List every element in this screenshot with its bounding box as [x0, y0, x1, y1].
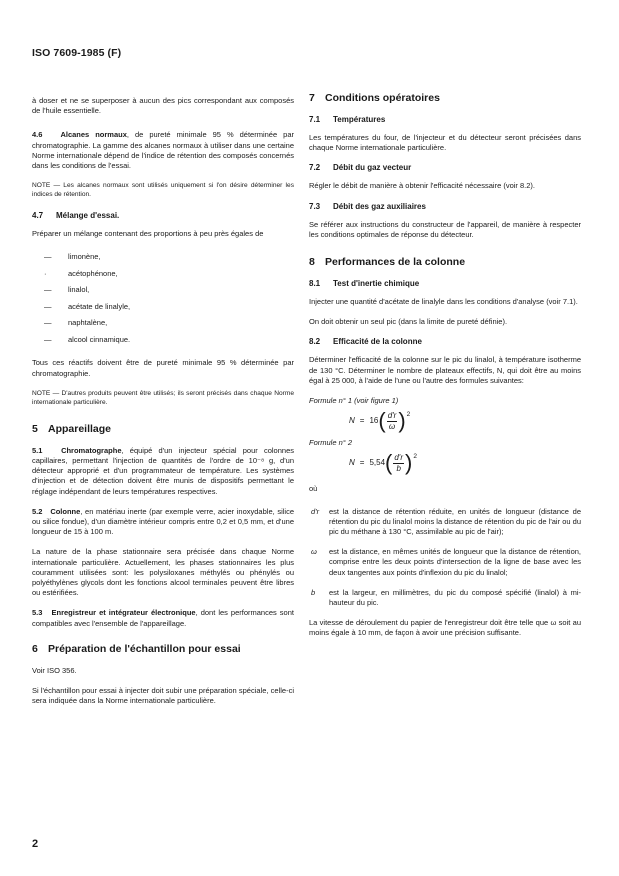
- section-5-2-stationary-phase: La nature de la phase stationnaire sera précisée dans chaque Norme internationale particulière. Actuellement, les phases stationnaires les plus couramment utilisées sont: les polysiloxanes méthylés ou phénylés ou polyéthylènes glycols dont les fonctions alcool terminales peuvent être libres ou estérifiées.: [32, 547, 294, 598]
- section-4-6-text: , de pureté minimale 95 % déterminée par chromatographie. La gamme des alcanes normaux à utiliser dans une certaine Norme internationale dépend de l'indice de rétention des composés concernés dans les conditions de l'essai.: [32, 130, 294, 171]
- document-header: ISO 7609-1985 (F): [32, 47, 122, 59]
- section-8-1-heading: 8.1 Test d'inertie chimique: [309, 279, 420, 289]
- list-item: — linalol,: [44, 285, 90, 295]
- section-8-2-text: Déterminer l'efficacité de la colonne sur le pic du linalol, à température isotherme de 130 °C. Déterminer le nombre de plateaux effectifs, N, qui doit être au moins égal à 25 000, à l'aide de l'une ou l'autre des formules suivantes:: [309, 355, 581, 385]
- section-6-number: 6: [32, 642, 38, 655]
- section-4-6: [32, 130, 294, 171]
- section-7-1-text: Les températures du four, de l'injecteur et du détecteur seront précisées dans chaque Norme internationale particulière.: [309, 133, 581, 153]
- section-8-heading: [309, 256, 581, 269]
- section-7-3-text: Se référer aux instructions du constructeur de l'appareil, de manière à respecter les conditions optimales de réponse du détecteur.: [309, 219, 581, 239]
- section-8-1-title: Test d'inertie chimique: [333, 279, 420, 289]
- section-7-2-text: Régler le débit de manière à obtenir l'efficacité nécessaire (voir 8.2).: [309, 181, 535, 191]
- section-8-title: Performances de la colonne: [325, 256, 466, 269]
- section-6-text2: Si l'échantillon pour essai à injecter doit subir une préparation spéciale, celle-ci sera indiquée dans la Norme internationale particulière.: [32, 686, 294, 706]
- section-5-2: 5.2 Colonne, en matériau inerte (par exemple verre, acier inoxydable, silice ou silice fondue), d'un diamètre intérieur compris entre 0,2 et 0,5 mm, et d'une longueur de 15 à 100 m.: [32, 506, 294, 537]
- section-7-heading: [309, 92, 581, 105]
- section-7-1-heading: 7.1 Températures: [309, 115, 386, 124]
- section-5-3: 5.3 Enregistreur et intégrateur électronique, dont les performances sont compatibles avec l'ensemble de l'appareillage.: [32, 608, 294, 628]
- section-5-1-title: Chromatographe: [61, 445, 122, 455]
- page-number: 2: [32, 838, 39, 850]
- where-label: où: [309, 484, 318, 494]
- section-8-1-text2: On doit obtenir un seul pic (dans la limite de pureté définie).: [309, 317, 508, 327]
- list-item: — alcool cinnamique.: [44, 334, 131, 344]
- section-8-2-title: Efficacité de la colonne: [333, 337, 422, 347]
- definition-omega: ω est la distance, en mêmes unités de longueur que la distance de rétention, comprise entre les deux points d'intersection de la ligne de base avec les deux tangentes aux points d'inflexion du pic du linalol;: [311, 547, 581, 577]
- formula-2-label: Formule n° 2: [309, 438, 353, 448]
- list-item: — naphtalène,: [44, 318, 108, 328]
- section-8-1-text: Injecter une quantité d'acétate de linalyle dans les conditions d'analyse (voir 7.1).: [309, 297, 578, 307]
- section-7-1-title: Températures: [333, 115, 386, 124]
- section-4-7-number: 4.7: [32, 211, 44, 221]
- section-4-7-title: Mélange d'essai.: [56, 211, 120, 221]
- left-column: [32, 96, 294, 716]
- section-7-3-title: Débit des gaz auxiliaires: [333, 201, 426, 211]
- definition-dr: d'r est la distance de rétention réduite, en unités de longueur (distance de rétention du pic du linalol moins la distance de rétention du pic de l'air ou du pic du méthane à 130 °C, assimilable au pic de l'air);: [311, 506, 581, 537]
- section-7-2-title: Débit du gaz vecteur: [333, 163, 412, 173]
- section-5-1: 5.1 Chromatographe, équipé d'un injecteur spécial pour colonnes capillaires, permettant l'injection de quantités de l'ordre de 10⁻⁸ g, d'un détecteur approprié et d'un programmateur de température. Les systèmes d'injection et de détection doivent être munis de dispositifs permettant le réglage indépendant de leurs températures respectives.: [32, 445, 294, 496]
- note-4-6: NOTE — Les alcanes normaux sont utilisés uniquement si l'on désire déterminer les indices de rétention.: [32, 182, 294, 199]
- section-5-3-title: Enregistreur et intégrateur électronique: [51, 608, 196, 618]
- section-7-title: Conditions opératoires: [325, 92, 440, 104]
- section-5-heading: [32, 423, 294, 436]
- formula-1: N = 16 ( $\frac{d'r}{\omega}$ ) 2: [349, 408, 411, 434]
- section-6-title: Préparation de l'échantillon pour essai: [48, 642, 241, 655]
- section-5-number: 5: [32, 422, 38, 435]
- section-5-2-title: Colonne: [50, 506, 81, 516]
- list-item: — acétate de linalyle,: [44, 301, 131, 311]
- section-7-3-heading: 7.3 Débit des gaz auxiliaires: [309, 201, 426, 211]
- section-4-7-intro: Préparer un mélange contenant des proportions à peu près égales de: [32, 229, 264, 239]
- section-6-text: Voir ISO 356.: [32, 665, 77, 675]
- section-8-number: 8: [309, 256, 315, 269]
- list-item: · acétophénone,: [44, 268, 118, 278]
- reagent-list: [32, 249, 294, 348]
- formula-1-label: Formule n° 1 (voir figure 1): [309, 396, 399, 406]
- note-4-7: NOTE — D'autres produits peuvent être utilisés; ils seront précisés dans chaque Norme internationale particulière.: [32, 389, 294, 406]
- section-8-2-text3: La vitesse de déroulement du papier de l'enregistreur doit être telle que ω soit au moins égale à 10 mm, de façon à avoir une précision suffisante.: [309, 618, 581, 638]
- section-7-number: 7: [309, 92, 315, 104]
- section-5-title: Appareillage: [48, 422, 112, 435]
- section-4-6-title: Alcanes normaux: [60, 130, 127, 140]
- list-item: — limonène,: [44, 252, 101, 262]
- section-4-7-heading: [32, 211, 294, 221]
- section-7-2-heading: 7.2 Débit du gaz vecteur: [309, 163, 412, 173]
- right-column: [309, 92, 581, 649]
- section-4-7-purity: Tous ces réactifs doivent être de pureté minimale 95 % déterminée par chromatographie.: [32, 358, 294, 378]
- section-4-6-number: 4.6: [32, 130, 43, 140]
- intro-paragraph: à doser et ne se superposer à aucun des pics correspondant aux composés de l'huile essentielle.: [32, 96, 294, 116]
- definition-b: b est la largeur, en millimètres, du pic du composé spécifié (linalol) à mi-hauteur du pic.: [311, 587, 581, 608]
- formula-2: N = 5,54 ( $\frac{d'r}{b}$ ) 2: [349, 450, 417, 476]
- section-6-heading: [32, 643, 294, 656]
- section-8-2-heading: 8.2 Efficacité de la colonne: [309, 337, 422, 347]
